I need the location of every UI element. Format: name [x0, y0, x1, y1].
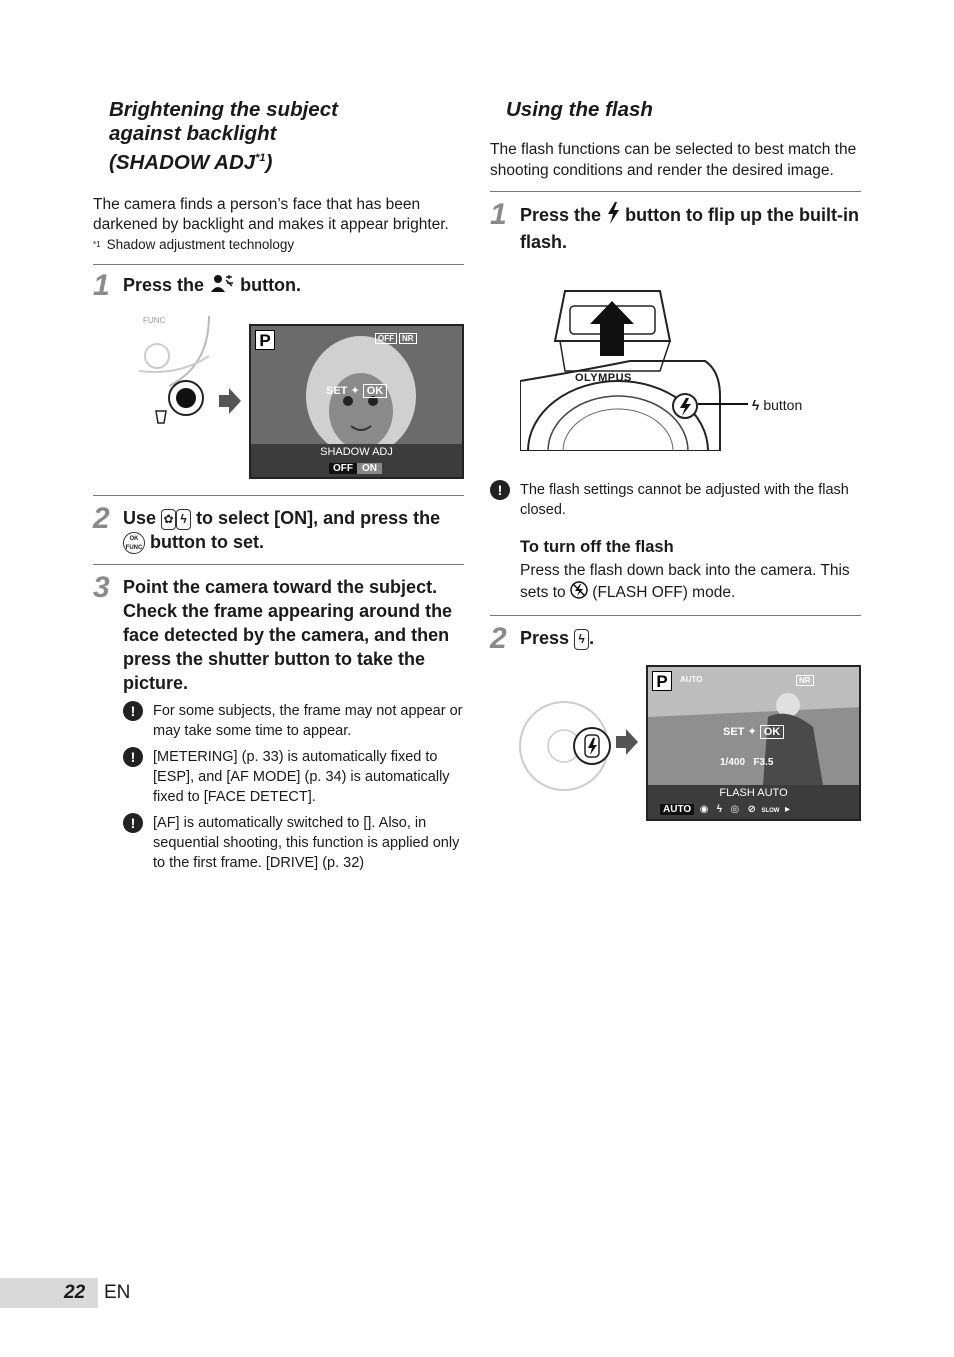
flash-section-title: Using the flash — [490, 98, 861, 122]
right-step-2: 2 Press ϟ . — [490, 622, 595, 655]
divider — [490, 191, 861, 192]
flash-key-icon: ϟ — [176, 509, 191, 530]
step-number: 2 — [490, 622, 507, 655]
sub-text: Press the flash down back into the camera. This sets to (FLASH OFF) mode. — [520, 560, 861, 605]
divider — [93, 495, 464, 496]
step-number: 2 — [93, 502, 110, 536]
flash-intro: The flash functions can be selected to best match the shooting conditions and render the desired image. — [490, 141, 857, 179]
note-item: ! [METERING] (p. 33) is automatically fixed to [ESP], and [AF MODE] (p. 34) is automatically fixed to [FACE DETECT]. — [123, 747, 464, 807]
left-step-1: 1 Press the button. — [93, 268, 302, 302]
option-off: OFF — [329, 463, 357, 474]
note-item: ! For some subjects, the frame may not appear or may take some time to appear. — [123, 701, 464, 741]
step-number: 1 — [490, 198, 507, 231]
shadow-adj-section-title: Brightening the subject against backlight (SHADOW ADJ$^{*1}$) — [93, 98, 464, 175]
caution-icon: ! — [123, 813, 143, 833]
mode-indicator: P — [652, 671, 672, 691]
shadow-adj-intro: The camera finds a person’s face that has been darkened by backlight and makes it appear brighter. — [93, 195, 449, 234]
lcd-screen-flash-auto: P AUTO NR SET ✦ OK 1/400 F3.5 FLASH AUTO AUTO ◉ ϟ ◎ ⊘ SLOW ▸ — [646, 665, 861, 821]
step-number: 3 — [93, 571, 110, 605]
page-number: 22 — [64, 1282, 86, 1303]
divider — [490, 615, 861, 616]
option-on: ON — [357, 463, 382, 474]
turn-off-flash-block — [490, 536, 861, 605]
macro-key-icon: ✿ — [161, 509, 176, 530]
flash-on-icon: ϟ — [714, 804, 725, 815]
mode-indicator: P — [255, 330, 275, 350]
arrow-right-icon — [219, 388, 241, 419]
flash-off-icon — [570, 581, 588, 605]
option-auto: AUTO — [660, 804, 694, 815]
flash-icon: ϟ — [752, 397, 760, 413]
exposure-readout: 1/400 F3.5 — [720, 757, 774, 768]
right-column — [490, 98, 861, 815]
left-step-2: 2 Use ✿ ϟ to select [ON], and press the OK FUNC button to set. — [93, 506, 464, 554]
flash-off-icon: ⊘ — [744, 804, 759, 815]
caution-icon: ! — [490, 480, 510, 500]
controls-illustration-2 — [518, 698, 614, 794]
caution-icon: ! — [123, 747, 143, 767]
footnote: $^{*1}$ Shadow adjustment technology — [93, 236, 295, 252]
flash-key-icon: ϟ — [574, 629, 589, 650]
left-column — [93, 98, 464, 873]
divider — [93, 264, 464, 265]
arrow-right-icon — [616, 729, 638, 760]
left-step-3: 3 Point the camera toward the subject. Check the frame appearing around the face detected by the camera, and then press the shutter button to take the picture. — [93, 571, 453, 694]
lcd-menu-title: FLASH AUTO — [719, 787, 788, 799]
step-number: 1 — [93, 268, 110, 302]
ok-func-icon: OK FUNC — [123, 532, 145, 554]
slow-sync-label: SLOW — [761, 808, 780, 814]
chevron-right-icon: ▸ — [782, 804, 791, 815]
lcd-menu-title: SHADOW ADJ — [320, 446, 393, 458]
flash-button-label: ϟ button — [752, 397, 803, 413]
shadow-adj-icon — [209, 273, 235, 299]
controls-illustration-1: FUNC — [139, 316, 239, 426]
flash-icon — [606, 202, 620, 230]
set-ok-hint: SET ✦ OK — [326, 384, 387, 397]
camera-flash-illustration: OLYMPUS — [520, 286, 860, 451]
page-language: EN — [104, 1282, 131, 1303]
lcd-option-bar — [329, 463, 382, 474]
caution-icon: ! — [123, 701, 143, 721]
note-item: ! The flash settings cannot be adjusted with the flash closed. — [490, 480, 861, 520]
note-item: ! [AF] is automatically switched to []. Also, in sequential shooting, this function is applied only to the first frame. [DRIVE] (p. 32) — [123, 813, 464, 873]
red-eye-icon: ◉ — [696, 804, 712, 815]
set-ok-hint: SET ✦ OK — [723, 725, 784, 738]
lcd-option-bar — [660, 804, 850, 818]
right-step-1: 1 Press the button to flip up the built-in flash. — [490, 198, 859, 252]
lcd-screen-shadow-adj: P OFF NR SET ✦ OK SHADOW ADJ OFF ON — [249, 324, 464, 479]
sub-title: To turn off the flash — [520, 538, 674, 556]
divider — [93, 564, 464, 565]
flash-redeye-icon: ◎ — [727, 804, 742, 815]
